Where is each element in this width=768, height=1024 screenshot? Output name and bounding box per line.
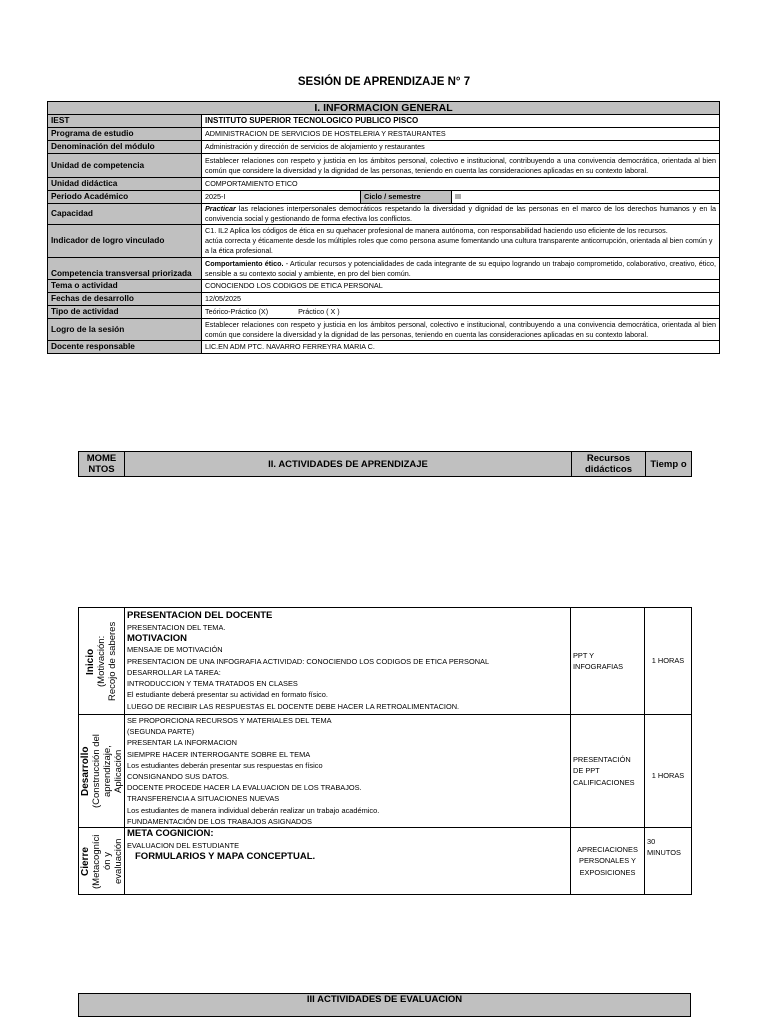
inicio-subtitle: (Motivación: <box>96 635 107 687</box>
desarrollo-title: Desarrollo <box>79 746 91 796</box>
list-item: Los estudiantes deberán presentar sus respuestas en físico <box>127 760 323 770</box>
cierre-time <box>645 828 692 895</box>
row-label: Unidad de competencia <box>48 154 202 178</box>
list-item: Los estudiantes de manera individual deberán realizar un trabajo académico. <box>127 805 380 815</box>
evaluation-header: III ACTIVIDADES DE EVALUACION <box>78 993 691 1017</box>
resource-item: PERSONALES Y <box>579 856 636 866</box>
row-label: Denominación del módulo <box>48 141 202 154</box>
desarrollo-row <box>79 715 692 828</box>
general-info-header: I. INFORMACION GENERAL <box>48 102 720 115</box>
document-title: SESIÓN DE APRENDIZAJE N° 7 <box>297 76 471 88</box>
cierre-moment <box>79 828 125 895</box>
competencia-text: - Articular recursos y potencialidades de cada integrante de su equipo logrando un trabajo comprometido, colaborativo, creativo, ético, sensible a su contexto social y ambiente, en pro del bien común. <box>205 258 716 278</box>
row-label: Fechas de desarrollo <box>48 293 202 306</box>
row-label: Periodo Académico <box>48 191 202 204</box>
list-item: LUEGO DE RECIBIR LAS RESPUESTAS EL DOCENTE DEBE HACER LA RETROALIMENTACION. <box>127 701 460 711</box>
row-value: LIC.EN ADM PTC. NAVARRO FERREYRA MARIA C. <box>202 341 720 354</box>
cierre-subtitle: (Metacogníci <box>90 833 102 889</box>
activities-header: II. ACTIVIDADES DE APRENDIZAJE <box>125 452 572 477</box>
list-item: (SEGUNDA PARTE) <box>127 727 195 737</box>
inicio-title: Inicio <box>85 647 96 675</box>
row-label: Unidad didáctica <box>48 178 202 191</box>
cierre-subtitle-3: evaluación <box>112 838 124 884</box>
row-label: Programa de estudio <box>48 128 202 141</box>
row-value: 12/05/2025 <box>202 293 720 306</box>
desarrollo-subtitle-2: aprendizaje, <box>101 745 113 797</box>
list-item: EVALUACION DEL ESTUDIANTE <box>127 840 240 850</box>
row-value: COMPORTAMIENTO ETICO <box>202 178 720 191</box>
resource-item: EXPOSICIONES <box>579 867 636 877</box>
col-momentos: MOME NTOS <box>79 452 125 477</box>
row-value: INSTITUTO SUPERIOR TECNOLOGICO PUBLICO PISCO <box>202 115 720 128</box>
row-value <box>202 225 720 258</box>
row-label: IEST <box>48 115 202 128</box>
row-label: Indicador de logro vinculado <box>48 225 202 258</box>
ciclo-label: Ciclo / semestre <box>361 191 452 204</box>
row-value: 2025-I <box>202 191 361 204</box>
desarrollo-subtitle-3: Aplicación <box>112 749 124 793</box>
list-item: MOTIVACION <box>127 632 187 644</box>
col-recursos: Recursos didácticos <box>572 452 646 477</box>
inicio-row <box>79 608 692 715</box>
inicio-time: 1 HORAS <box>645 608 692 715</box>
desarrollo-resources <box>571 715 645 828</box>
row-label: Tipo de actividad <box>48 306 202 319</box>
list-item: DOCENTE PROCEDE HACER LA EVALUACION DE LOS TRABAJOS. <box>127 783 362 793</box>
list-item: El estudiante deberá presentar su actividad en formato físico. <box>127 690 328 700</box>
row-value: CONOCIENDO LOS CODIGOS DE ETICA PERSONAL <box>202 280 720 293</box>
desarrollo-subtitle: (Construcción del <box>90 734 102 808</box>
row-label: Capacidad <box>48 204 202 225</box>
list-item: MENSAJE DE MOTIVACIÓN <box>127 645 223 655</box>
row-value <box>202 258 720 280</box>
cierre-row <box>79 828 692 895</box>
ciclo-value: III <box>452 191 720 204</box>
list-item: FUNDAMENTACIÓN DE LOS TRABAJOS ASIGNADOS <box>127 816 312 826</box>
inicio-content <box>125 608 571 715</box>
tipo-teorico: Teórico-Práctico (X) <box>205 307 269 317</box>
indicador-text: C1. IL2 Aplica los códigos de ética en su quehacer profesional de manera autónoma, con responsabilidad haciendo uso eficiente de los recursos. <box>205 226 668 236</box>
inicio-resources <box>571 608 645 715</box>
resource-item: CALIFICACIONES <box>573 777 635 787</box>
resource-item: PRESENTACIÓN <box>573 755 631 765</box>
resource-item: PPT Y <box>573 650 595 660</box>
desarrollo-moment <box>79 715 125 828</box>
row-value: Administración y dirección de servicios de alojamiento y restaurantes <box>202 141 720 154</box>
row-value <box>202 306 720 319</box>
resource-item: INFOGRAFIAS <box>573 662 624 671</box>
desarrollo-time: 1 HORAS <box>645 715 692 828</box>
list-item: INTRODUCCION Y TEMA TRATADOS EN CLASES <box>127 679 298 689</box>
list-item: TRANSFERENCIA A SITUACIONES NUEVAS <box>127 794 280 804</box>
resource-item: APRECIACIONES <box>577 845 638 855</box>
row-label: Logro de la sesión <box>48 319 202 341</box>
activities-table <box>78 607 692 895</box>
row-label: Docente responsable <box>48 341 202 354</box>
list-item: SIEMPRE HACER INTERROGANTE SOBRE EL TEMA <box>127 749 311 759</box>
capacidad-text: las relaciones interpersonales democráticos respetando la diversidad y dignidad de las personas en el marco de los derechos humanos y en la convivencia social y gestionando de forma efectiva los conflictos. <box>205 204 716 223</box>
list-item: PRESENTACION DE UNA INFOGRAFIA ACTIVIDAD: CONOCIENDO LOS CODIGOS DE ETICA PERSONAL <box>127 656 490 666</box>
cierre-title: Cierre <box>79 846 91 876</box>
inicio-subtitle-2: Recojo de saberes <box>107 621 118 701</box>
general-info-table <box>47 101 720 354</box>
indicador-text-2: actúa correcta y éticamente desde los múltiples roles que como persona asume fomentando una cultura transparente anticorrupción, orientada al bien común y a la ética profesional. <box>205 236 713 255</box>
list-item: PRESENTACION DEL TEMA. <box>127 622 226 632</box>
col-tiempo: Tiemp o <box>646 452 692 477</box>
cierre-resources <box>571 828 645 895</box>
list-item: PRESENTAR LA INFORMACION <box>127 738 237 748</box>
row-label: Tema o actividad <box>48 280 202 293</box>
competencia-lead: Comportamiento ético. <box>205 258 284 268</box>
desarrollo-content <box>125 715 571 828</box>
list-item: CONSIGNANDO SUS DATOS. <box>127 772 229 782</box>
list-item: DESARROLLAR LA TAREA: <box>127 667 221 677</box>
cierre-subtitle-2: ón y <box>101 852 113 871</box>
list-item: FORMULARIOS Y MAPA CONCEPTUAL. <box>135 850 316 862</box>
time-unit: MINUTOS <box>647 848 681 858</box>
list-item: SE PROPORCIONA RECURSOS Y MATERIALES DEL TEMA <box>127 716 332 725</box>
row-value <box>202 204 720 225</box>
row-value: Establecer relaciones con respeto y justicia en los ámbitos personal, colectivo e institucional, contribuyendo a una convivencia democrática, orientada al bien común que considere la diversidad y la dignidad de las personas, teniendo en cuenta las consideraciones aplicadas en su contexto laboral. <box>202 319 720 341</box>
row-value: Establecer relaciones con respeto y justicia en los ámbitos personal, colectivo e institucional, contribuyendo a una convivencia democrática, orientada al bien común que considere la diversidad y la dignidad de las personas, teniendo en cuenta las consideraciones aplicadas en su contexto laboral. <box>202 154 720 178</box>
time-value: 30 <box>647 837 656 847</box>
activities-header-table <box>78 451 692 477</box>
list-item: META COGNICION: <box>127 828 214 840</box>
row-value: ADMINISTRACION DE SERVICIOS DE HOSTELERIA Y RESTAURANTES <box>202 128 720 141</box>
list-item: PRESENTACION DEL DOCENTE <box>127 610 273 622</box>
row-label: Competencia transversal priorizada <box>48 258 202 280</box>
resource-item: DE PPT <box>573 766 600 776</box>
tipo-practico: Práctico ( X ) <box>298 307 340 317</box>
cierre-content <box>125 828 571 895</box>
inicio-moment <box>79 608 125 715</box>
capacidad-lead: Practicar <box>205 204 236 214</box>
